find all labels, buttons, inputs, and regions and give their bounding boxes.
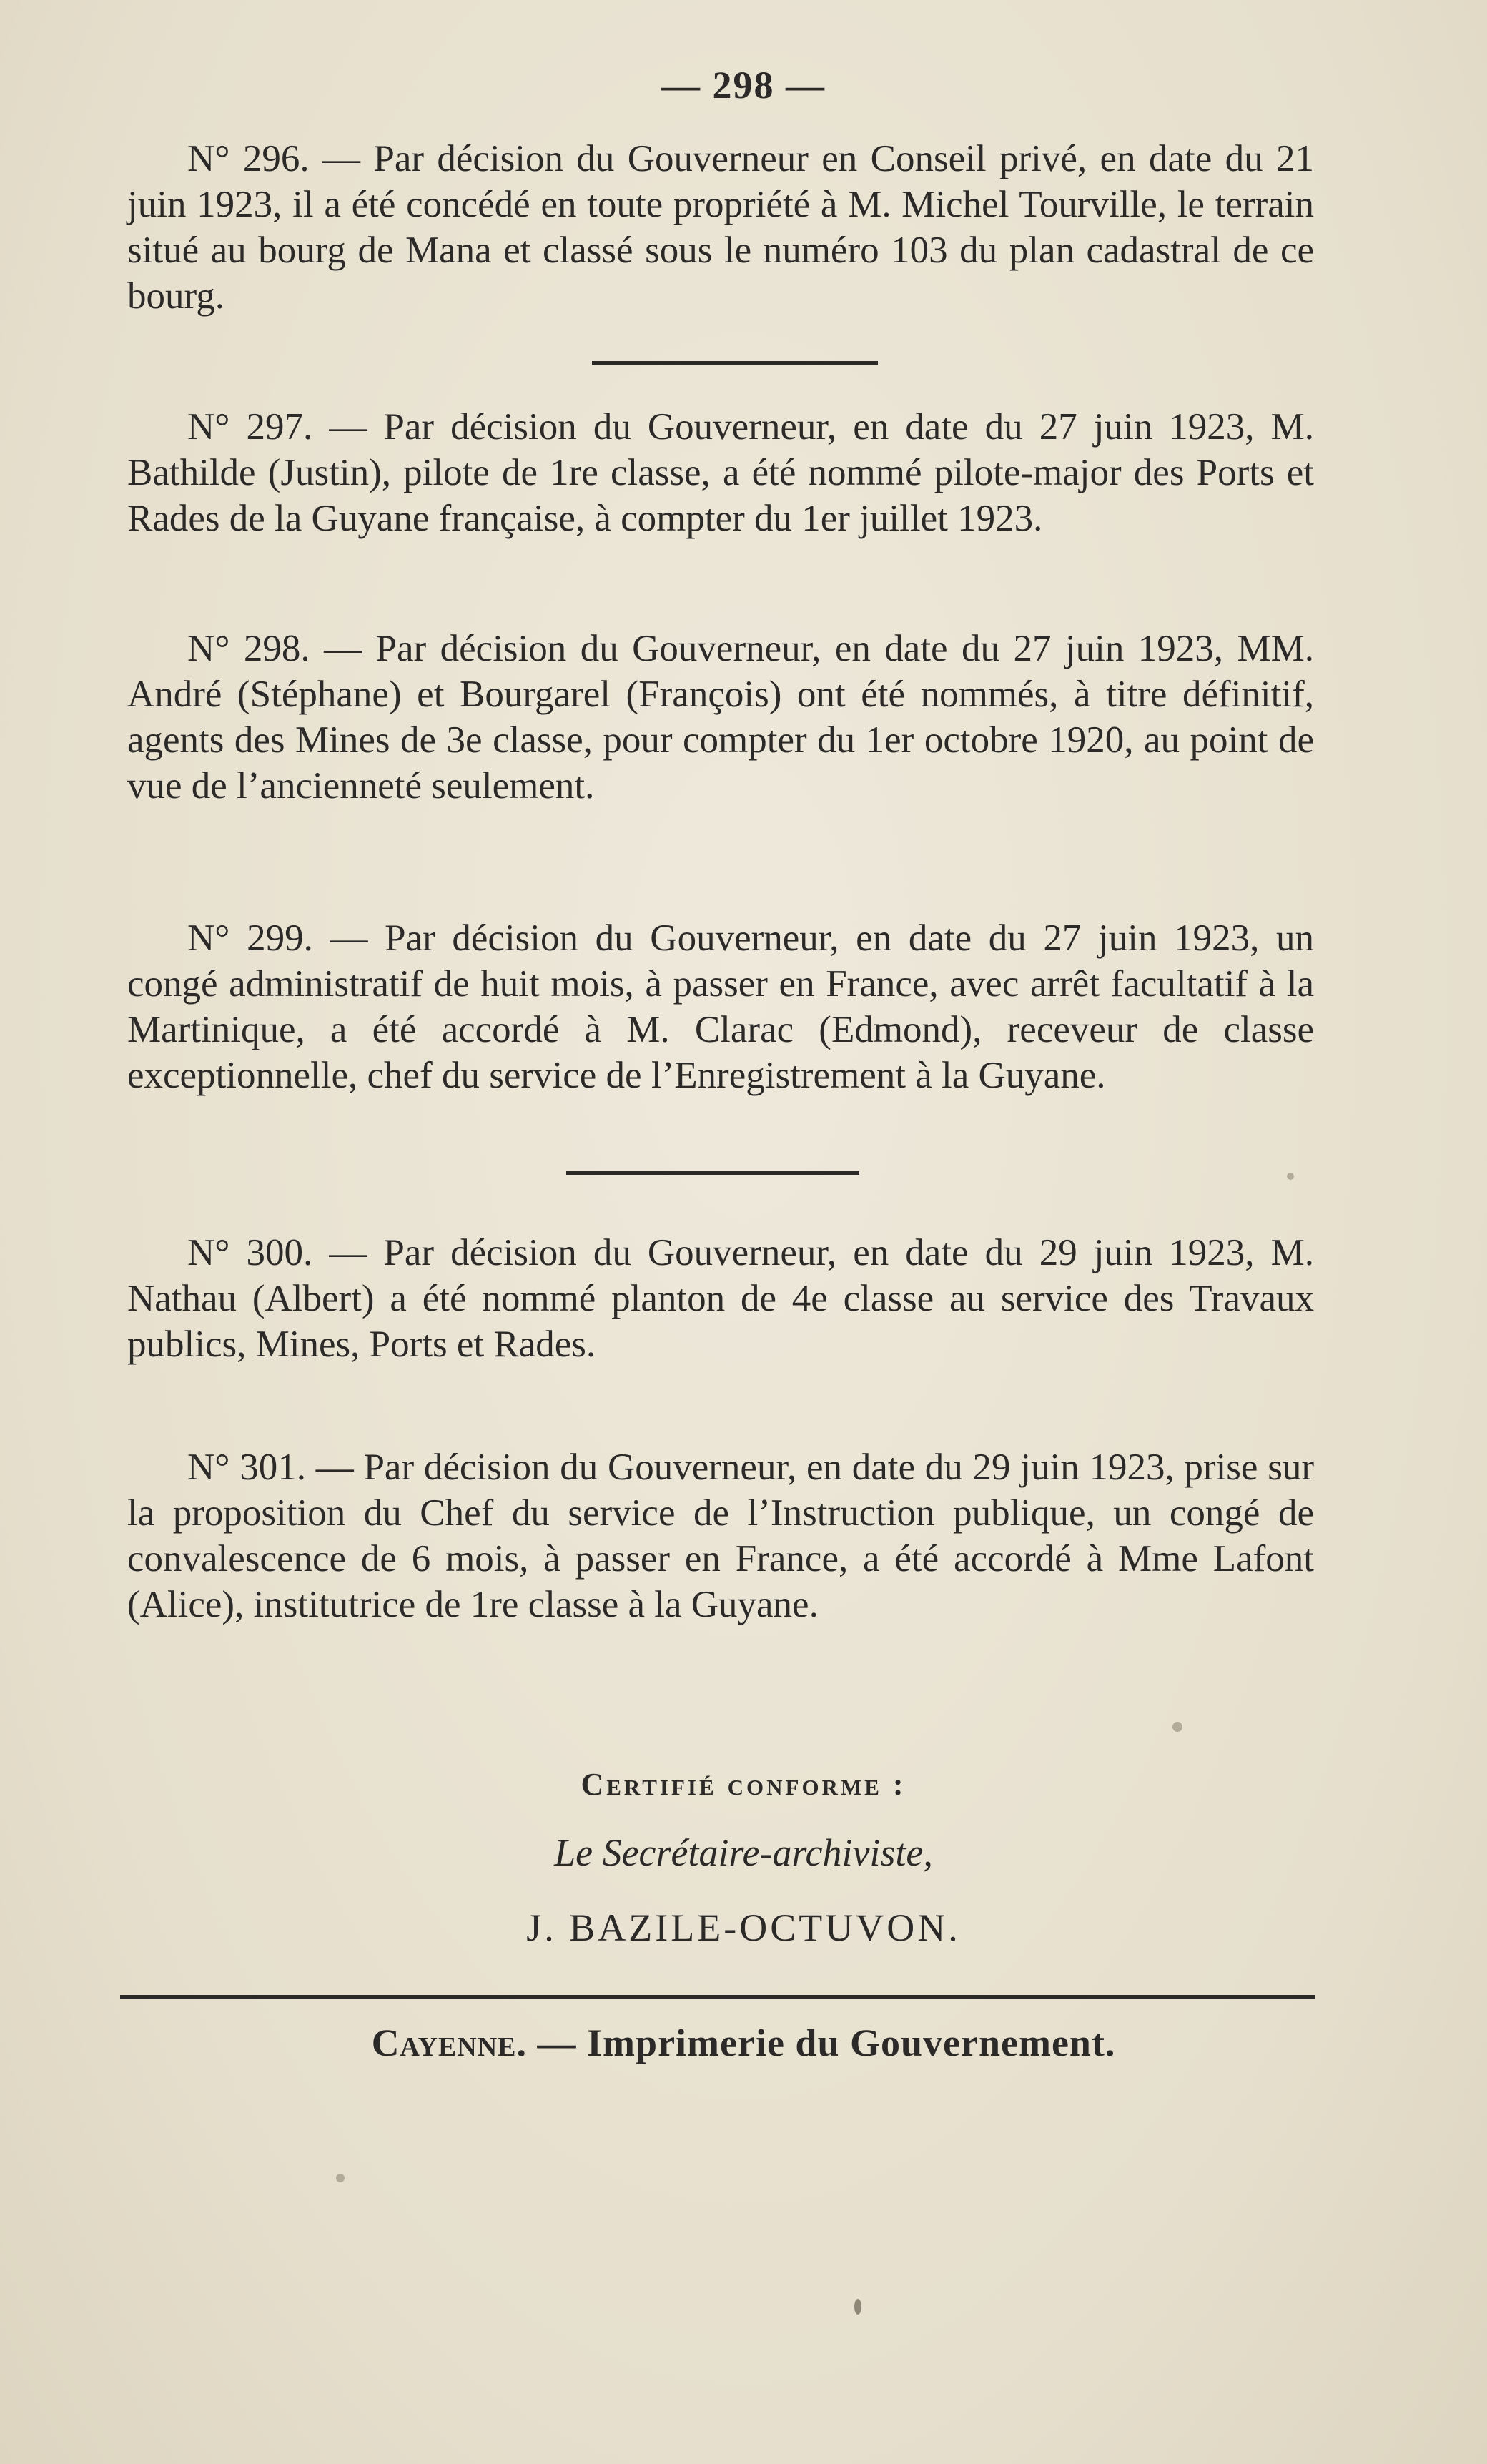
entry-text: — Par décision du Gouverneur en Conseil privé, en date du 21 juin 1923, il a été concédé en toute propriété à M. Michel Tourville, le terrain situé au bourg de Mana et classé sous le numéro 103 du plan cadastral de ce bourg. (127, 138, 1314, 317)
entry-number: N° 298. (187, 628, 310, 669)
entry-299 (127, 915, 1314, 1098)
paper-speck (336, 2174, 345, 2182)
entry-number: N° 301. (187, 1447, 306, 1488)
certification-signatory: J. BAZILE-OCTUVON. (526, 1906, 961, 1949)
printer-city: Cayenne. (371, 2021, 528, 2064)
section-divider (566, 1171, 859, 1175)
certification-title: Le Secrétaire-archiviste, (554, 1831, 933, 1874)
section-divider (592, 361, 878, 365)
entry-300 (127, 1230, 1314, 1367)
entry-text: — Par décision du Gouverneur, en date du 27 juin 1923, M. Bathilde (Justin), pilote de 1re classe, a été nommé pilote-major des Ports et Rades de la Guyane française, à compter du 1er juillet 1923. (127, 406, 1314, 539)
paper-speck (854, 2299, 861, 2315)
entry-text: — Par décision du Gouverneur, en date du 29 juin 1923, prise sur la proposition du Chef du service de l’Instruction publique, un congé de convalescence de 6 mois, à passer en France, a été accordé à Mme Lafont (Alice), institutrice de 1re classe à la Guyane. (127, 1447, 1314, 1625)
footer-divider (120, 1995, 1315, 1999)
certification-heading: Certifié conforme : (581, 1767, 906, 1802)
entry-number: N° 299. (187, 917, 313, 959)
entry-number: N° 297. (187, 406, 313, 448)
entry-296 (127, 136, 1314, 319)
entry-number: N° 300. (187, 1232, 313, 1273)
entry-text: — Par décision du Gouverneur, en date du 27 juin 1923, MM. André (Stéphane) et Bourgarel (François) ont été nommés, à titre définitif, agents des Mines de 3e classe, pour compter du 1er octobre 1920, au point de vue de l’ancienneté seulement. (127, 628, 1314, 807)
entry-298 (127, 626, 1314, 809)
paper-speck (1287, 1173, 1294, 1180)
printer-name: — Imprimerie du Gouvernement. (527, 2021, 1116, 2064)
entry-text: — Par décision du Gouverneur, en date du 29 juin 1923, M. Nathau (Albert) a été nommé planton de 4e classe au service des Travaux publics, Mines, Ports et Rades. (127, 1232, 1314, 1365)
entry-text: — Par décision du Gouverneur, en date du 27 juin 1923, un congé administratif de huit mois, à passer en France, avec arrêt facultatif à la Martinique, a été accordé à M. Clarac (Edmond), receveur de classe exceptionnelle, chef du service de l’Enregistrement à la Guyane. (127, 917, 1314, 1096)
entry-301 (127, 1444, 1314, 1627)
page-number: — 298 — (661, 64, 826, 107)
entry-297 (127, 404, 1314, 541)
paper-speck (1172, 1722, 1182, 1732)
entry-number: N° 296. (187, 138, 310, 179)
printer-imprint (0, 2021, 1487, 2065)
